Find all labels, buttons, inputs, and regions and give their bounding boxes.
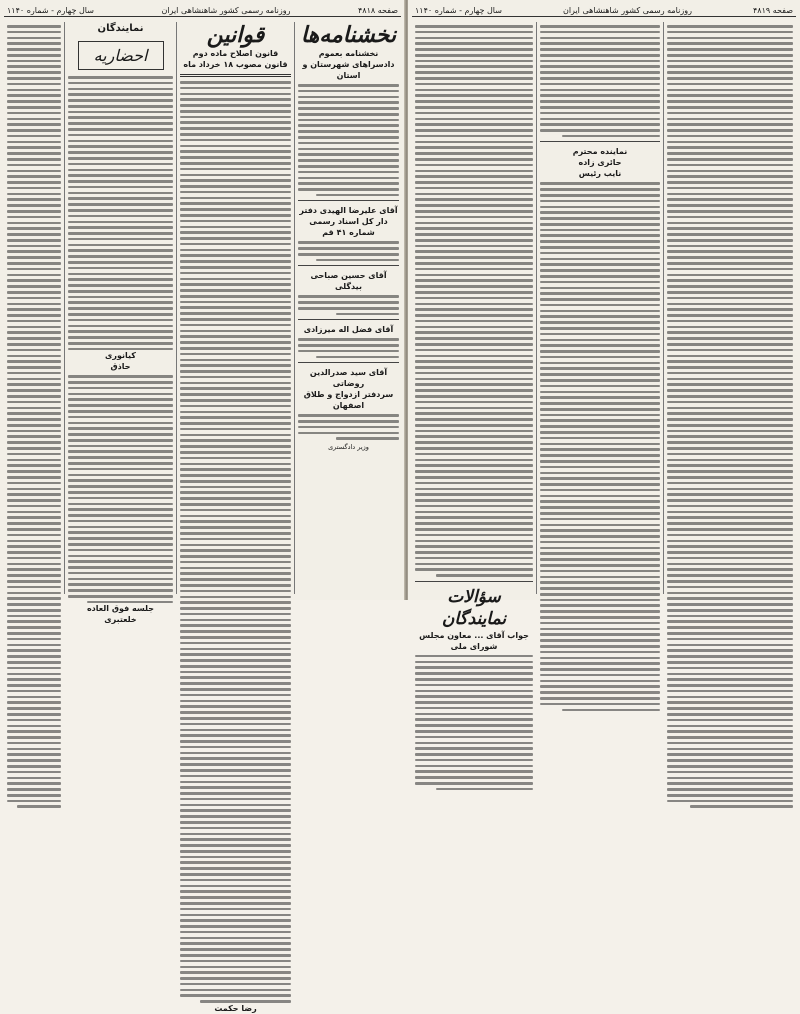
notices-footer: وزیر دادگستری [328, 442, 369, 451]
right-page-column-3 [412, 22, 536, 651]
middle-name-2: حاذق [110, 362, 131, 372]
notice-entry: آقای سید صدرالدین روضاتی سردفتر ازدواج و طلاق اصفهان [298, 367, 399, 440]
right-page-header [412, 4, 796, 17]
middle-subheading: جلسه فوق العاده [86, 604, 155, 614]
laws-footer: رضا حکمت [214, 1003, 257, 1013]
right-name-3: نایب رئیس [578, 169, 622, 179]
right-page-column-2 [536, 22, 663, 594]
questions-title: سؤالات نمایندگان [441, 586, 507, 629]
left-page-header [4, 4, 401, 17]
right-paper-name: روزنامه رسمی کشور شاهنشاهی ایران [562, 5, 692, 15]
questions-subtitle: جواب آقای ... معاون مجلس شورای ملی [419, 630, 529, 651]
right-name-1: نماینده محترم [572, 147, 628, 157]
middle-title: نمایندگان [97, 23, 144, 34]
right-page [408, 0, 800, 651]
notices-title: نخشنامه‌ها [300, 22, 397, 48]
notice-entry: آقای فضل اله میرزادی [298, 324, 399, 358]
middle-column [64, 22, 176, 625]
laws-title: قوانین [206, 22, 265, 48]
notices-column [294, 22, 402, 594]
left-edge-column [4, 22, 64, 594]
middle-name-3: خلعتبری [104, 615, 137, 625]
left-date-issue: سال چهارم - شماره ۱۱۴۰ [7, 5, 94, 15]
notice-entry: آقای حسین صباحی بیدگلی [298, 270, 399, 315]
right-date-issue: سال چهارم - شماره ۱۱۴۰ [415, 5, 502, 15]
laws-subtitle: قانون اصلاح ماده دوم قانون مصوب ۱۸ خرداد ماه [183, 49, 288, 69]
left-page-number: صفحه ۴۸۱۸ [357, 5, 398, 15]
notices-subtitle: نخشنامه بعموم دادسراهای شهرستان و استان [302, 49, 395, 80]
left-paper-name: روزنامه رسمی کشور شاهنشاهی ایران [161, 5, 291, 15]
right-name-2: حائری زاده [578, 158, 622, 168]
middle-stamp: احضاریه [78, 41, 164, 70]
notice-entry: آقای علیرضا الهیدی دفتر دار کل اسناد رسمی شماره ۴۱ قم [298, 205, 399, 261]
middle-name-1: کیانوری [105, 351, 136, 361]
right-page-number: صفحه ۴۸۱۹ [752, 5, 793, 15]
right-page-column-1 [663, 22, 796, 594]
laws-column [176, 22, 294, 1013]
